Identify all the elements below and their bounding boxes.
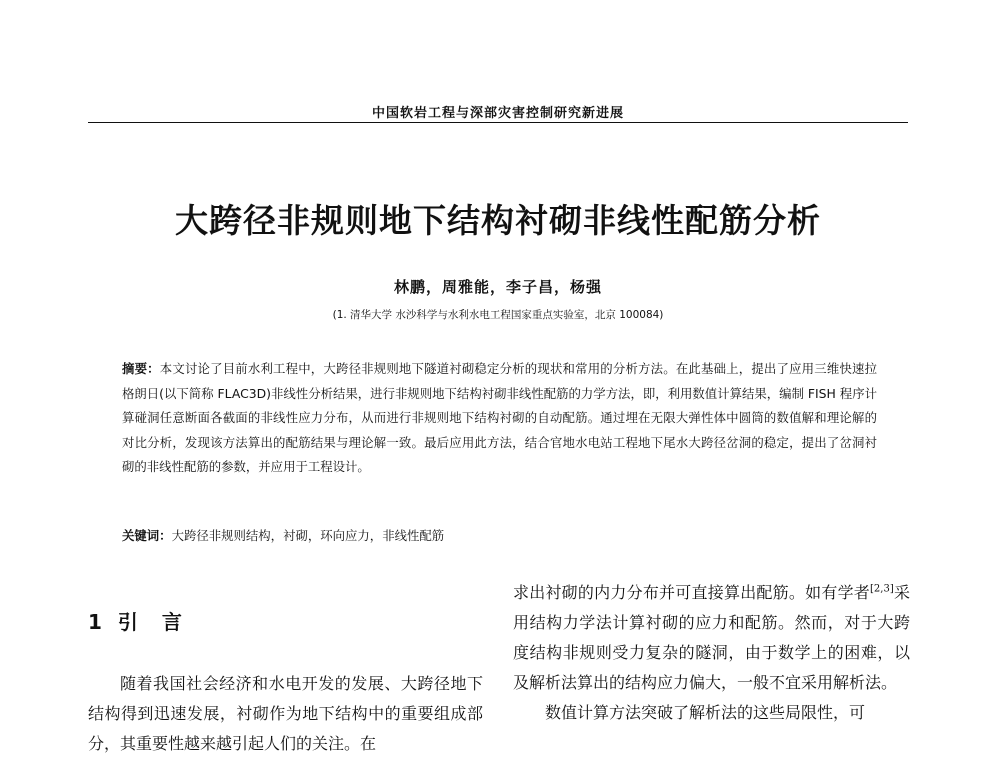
abstract-label: 摘要： <box>122 361 160 376</box>
keywords <box>122 526 877 544</box>
citation: [2,3] <box>870 583 894 595</box>
paragraph-text: 求出衬砌的内力分布并可直接算出配筋。如有学者 <box>513 583 871 602</box>
authors: 林鹏，周雅能，李子昌，杨强 <box>393 278 602 296</box>
running-header: 中国软岩工程与深部灾害控制研究新进展 <box>371 106 624 121</box>
header-rule <box>88 122 908 123</box>
paragraph-text: 采用结构力学法计算衬砌的应力和配筋。然而，对于大跨度结构非规则受力复杂的隧洞，由于数学上的困难，以及解析法算出的结构应力偏大，一般不宜采用解析法。 <box>513 583 910 692</box>
section-heading <box>88 606 184 635</box>
keywords-text: 大跨径非规则结构，衬砌，环向应力，非线性配筋 <box>171 528 445 543</box>
right-column <box>513 578 910 728</box>
paper-title: 大跨径非规则地下结构衬砌非线性配筋分析 <box>175 201 821 240</box>
abstract-text: 本文讨论了目前水利工程中，大跨径非规则地下隧道衬砌稳定分析的现状和常用的分析方法。在此基础上，提出了应用三维快速拉格朗日(以下简称 FLAC3D)非线性分析结果，进行非规则地下结构衬砌非线性配筋的力学方法，即，利用数值计算结果，编制 FISH 程序计算碰洞任意断面各截面的非线性应力分布，从而进行非规则地下结构衬砌的自动配筋。通过埋在无限大弹性体中圆筒的数值解和理论解的对比分析，发现该方法算出的配筋结果与理论解一致。最后应用此方法，结合官地水电站工程地下尾水大跨径岔洞的稳定，提出了岔洞衬砌的非线性配筋的参数，并应用于工程设计。 <box>122 361 878 474</box>
abstract <box>122 357 877 480</box>
body-paragraph: 随着我国社会经济和水电开发的发展、大跨径地下结构得到迅速发展，衬砌作为地下结构中的重要组成部分，其重要性越来越引起人们的关注。在 <box>88 674 483 753</box>
left-column <box>88 669 483 759</box>
keywords-label: 关键词： <box>122 528 172 543</box>
body-paragraph: 数值计算方法突破了解析法的这些局限性，可 <box>545 703 866 722</box>
section-title: 引 言 <box>117 610 184 634</box>
affiliation: (1. 清华大学 水沙科学与水利水电工程国家重点实验室，北京 100084) <box>332 309 664 321</box>
section-number: 1 <box>88 610 104 634</box>
body-paragraph <box>513 578 910 698</box>
